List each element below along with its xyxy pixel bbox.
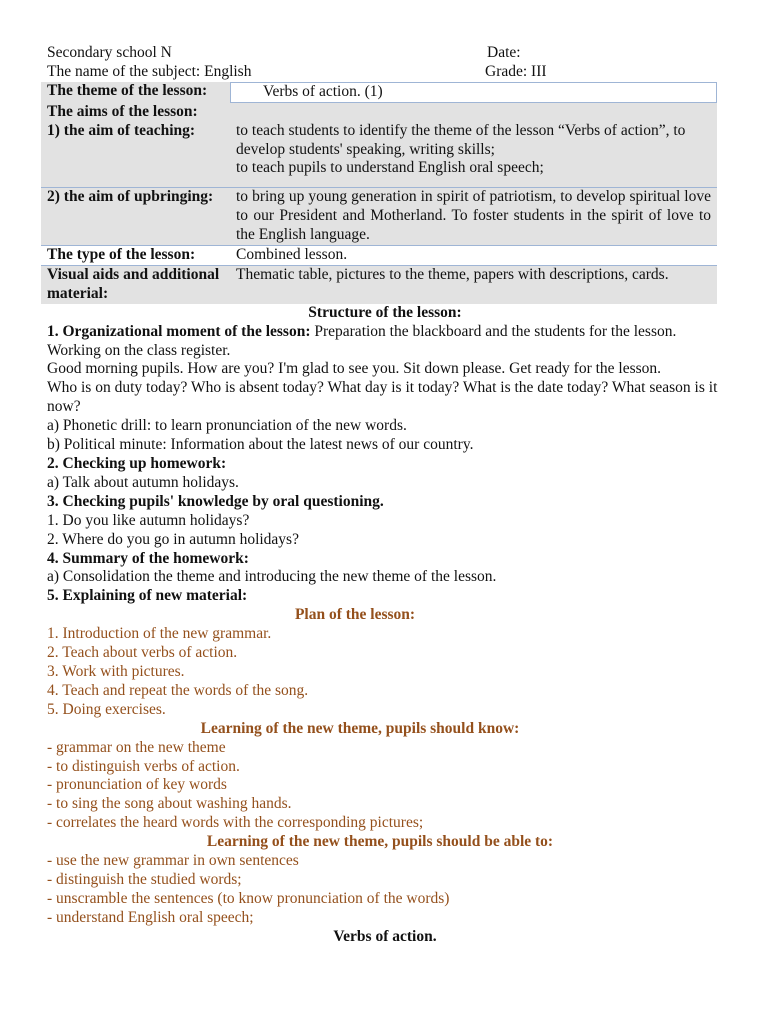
aim-upbringing-row bbox=[41, 188, 717, 246]
know-item: - grammar on the new theme bbox=[47, 738, 226, 756]
section-3-question-2: 2. Where do you go in autumn holidays? bbox=[47, 530, 299, 548]
section-1 bbox=[47, 323, 723, 342]
know-item: - pronunciation of key words bbox=[47, 776, 227, 794]
know-item: - to sing the song about washing hands. bbox=[47, 795, 292, 813]
able-item: - unscramble the sentences (to know pronunciation of the words) bbox=[47, 889, 450, 907]
subject-name: The name of the subject: English bbox=[47, 62, 252, 80]
section-3-question-1: 1. Do you like autumn holidays? bbox=[47, 511, 250, 529]
theme-row bbox=[41, 82, 717, 103]
plan-item: 3. Work with pictures. bbox=[47, 662, 185, 680]
section-4-heading: 4. Summary of the homework: bbox=[47, 549, 249, 567]
aim-teaching-label: 1) the aim of teaching: bbox=[41, 122, 230, 188]
section-4-item-a: a) Consolidation the theme and introducing the new theme of the lesson. bbox=[47, 568, 497, 586]
lesson-plan bbox=[47, 44, 723, 947]
aims-label: The aims of the lesson: bbox=[41, 103, 717, 122]
section-1-item-a: a) Phonetic drill: to learn pronunciation of the new words. bbox=[47, 417, 407, 435]
know-item: - to distinguish verbs of action. bbox=[47, 757, 240, 775]
section-1-para-2: Working on the class register. bbox=[47, 341, 231, 359]
theme-value: Verbs of action. (1) bbox=[230, 82, 717, 103]
plan-title: Plan of the lesson: bbox=[294, 606, 416, 624]
lesson-type-value: Combined lesson. bbox=[230, 246, 717, 266]
able-item: - understand English oral speech; bbox=[47, 908, 254, 926]
section-3-heading: 3. Checking pupils' knowledge by oral questioning. bbox=[47, 492, 384, 510]
aim-teaching-row bbox=[41, 122, 717, 188]
plan-item: 2. Teach about verbs of action. bbox=[47, 644, 238, 662]
plan-item: 4. Teach and repeat the words of the song. bbox=[47, 681, 309, 699]
able-title: Learning of the new theme, pupils should be able to: bbox=[206, 833, 554, 851]
section-1-text: Preparation the blackboard and the students for the lesson. bbox=[310, 322, 677, 340]
aim-upbringing-label: 2) the aim of upbringing: bbox=[41, 188, 230, 246]
grade-label: Grade: III bbox=[485, 62, 547, 80]
section-1-item-b: b) Political minute: Information about the latest news of our country. bbox=[47, 436, 474, 454]
header-row-2 bbox=[47, 63, 723, 82]
visual-aids-row bbox=[41, 265, 717, 303]
section-5-heading: 5. Explaining of new material: bbox=[47, 587, 248, 605]
header-row-1 bbox=[47, 44, 723, 63]
date-label: Date: bbox=[487, 44, 521, 61]
section-1-para-3: Good morning pupils. How are you? I'm glad to see you. Sit down please. Get ready for the lesson. bbox=[47, 360, 662, 378]
know-item: - correlates the heard words with the corresponding pictures; bbox=[47, 814, 424, 832]
verbs-title: Verbs of action. bbox=[333, 927, 437, 945]
aim-teaching-value: to teach students to identify the theme of the lesson “Verbs of action”, to develop students' speaking, writing skills; to teach pupils to understand English oral speech; bbox=[230, 122, 717, 188]
lesson-type-label: The type of the lesson: bbox=[41, 246, 230, 266]
theme-label: The theme of the lesson: bbox=[41, 82, 230, 103]
know-title: Learning of the new theme, pupils should know: bbox=[200, 719, 520, 737]
school-name: Secondary school N bbox=[47, 44, 172, 61]
plan-item: 5. Doing exercises. bbox=[47, 700, 166, 718]
visual-aids-label: Visual aids and additional material: bbox=[41, 265, 230, 303]
able-item: - distinguish the studied words; bbox=[47, 870, 242, 888]
able-item: - use the new grammar in own sentences bbox=[47, 852, 299, 870]
structure-title: Structure of the lesson: bbox=[308, 303, 462, 321]
lesson-type-row bbox=[41, 246, 717, 266]
section-1-heading: 1. Organizational moment of the lesson: bbox=[47, 322, 311, 340]
section-1-para-4: Who is on duty today? Who is absent today? What day is it today? What is the date today? What season is it now? bbox=[47, 379, 718, 416]
aims-row bbox=[41, 103, 717, 122]
lesson-info-table bbox=[41, 82, 717, 304]
plan-item: 1. Introduction of the new grammar. bbox=[47, 625, 272, 643]
section-2-heading: 2. Checking up homework: bbox=[47, 455, 227, 472]
section-2-item-a: a) Talk about autumn holidays. bbox=[47, 473, 239, 491]
visual-aids-value: Thematic table, pictures to the theme, papers with descriptions, cards. bbox=[230, 265, 717, 303]
lesson-structure bbox=[47, 304, 723, 947]
aim-upbringing-value: to bring up young generation in spirit of patriotism, to develop spiritual love to our President and Motherland. To foster students in the spirit of love to the English language. bbox=[230, 188, 717, 246]
